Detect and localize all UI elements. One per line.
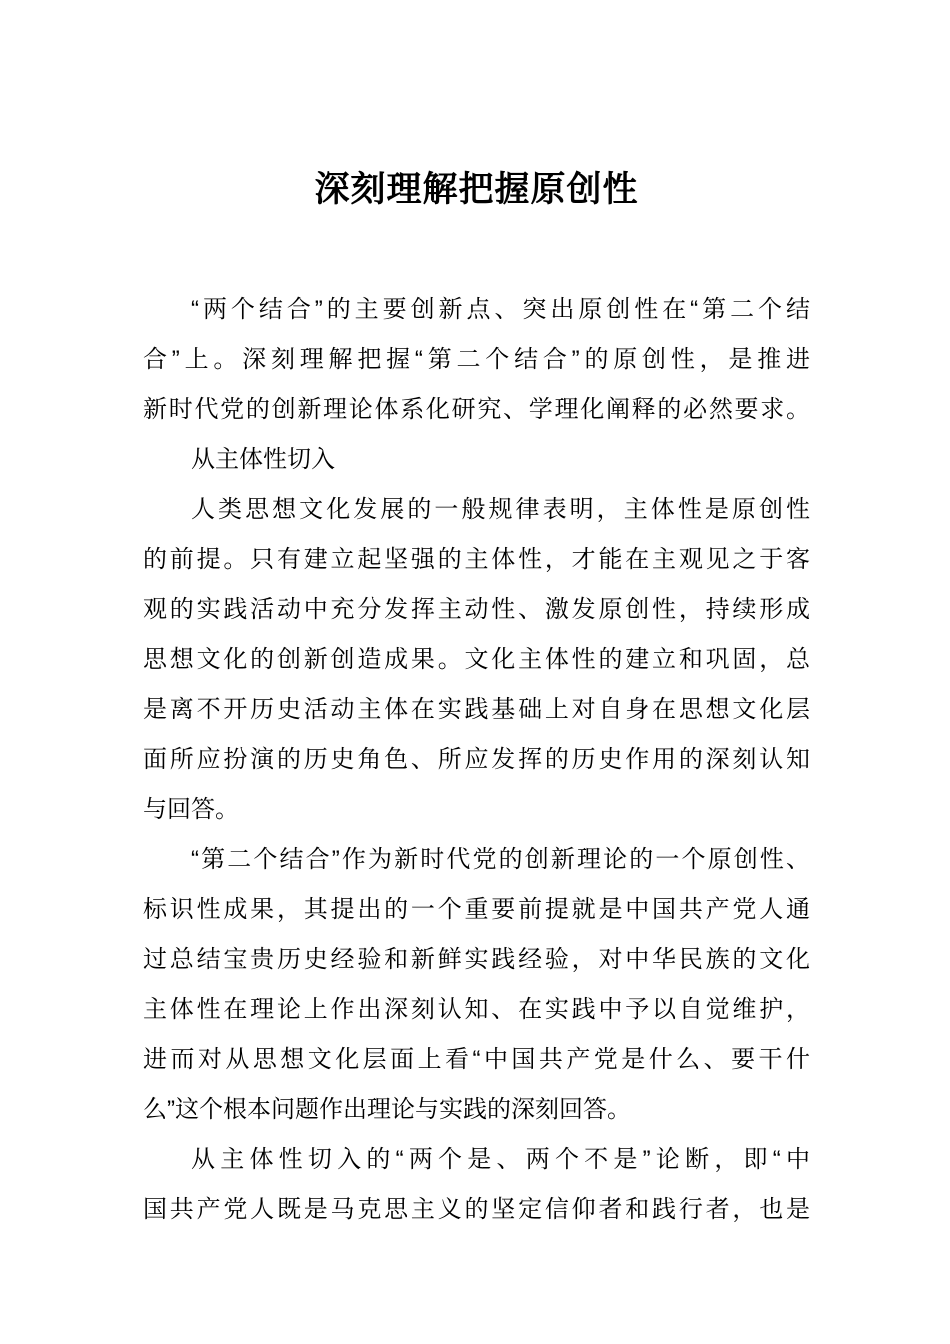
text-line: 新时代党的创新理论体系化研究、学理化阐释的必然要求。 (143, 396, 810, 423)
document-content (143, 0, 810, 1235)
text-line: 进而对从思想文化层面上看“中国共产党是什么、要干什 (143, 1046, 810, 1073)
page-title: 深刻理解把握原创性 (314, 170, 639, 209)
text-line: 人类思想文化发展的一般规律表明，主体性是原创性 (191, 496, 810, 523)
text-line: 合”上。深刻理解把握“第二个结合”的原创性，是推进 (143, 346, 810, 373)
text-line: 观的实践活动中充分发挥主动性、激发原创性，持续形成 (143, 596, 810, 623)
text-line: 主体性在理论上作出深刻认知、在实践中予以自觉维护， (143, 996, 810, 1023)
text-line: 与回答。 (143, 796, 239, 823)
text-line: 标识性成果，其提出的一个重要前提就是中国共产党人通 (143, 896, 810, 923)
text-line: “两个结合”的主要创新点、突出原创性在“第二个结 (191, 296, 810, 323)
text-line: 从主体性切入的“两个是、两个不是”论断，即“中 (191, 1146, 810, 1173)
text-line: 国共产党人既是马克思主义的坚定信仰者和践行者，也是 (143, 1196, 810, 1223)
text-line: 是离不开历史活动主体在实践基础上对自身在思想文化层 (143, 696, 810, 723)
text-line: 么”这个根本问题作出理论与实践的深刻回答。 (143, 1096, 631, 1123)
text-line: 的前提。只有建立起坚强的主体性，才能在主观见之于客 (143, 546, 810, 573)
text-line: 思想文化的创新创造成果。文化主体性的建立和巩固，总 (143, 646, 810, 673)
text-line: 过总结宝贵历史经验和新鲜实践经验，对中华民族的文化 (143, 946, 810, 973)
text-line: “第二个结合”作为新时代党的创新理论的一个原创性、 (191, 846, 810, 873)
text-line: 面所应扮演的历史角色、所应发挥的历史作用的深刻认知 (143, 746, 810, 773)
section-heading: 从主体性切入 (191, 446, 335, 473)
document-body (143, 285, 810, 1235)
